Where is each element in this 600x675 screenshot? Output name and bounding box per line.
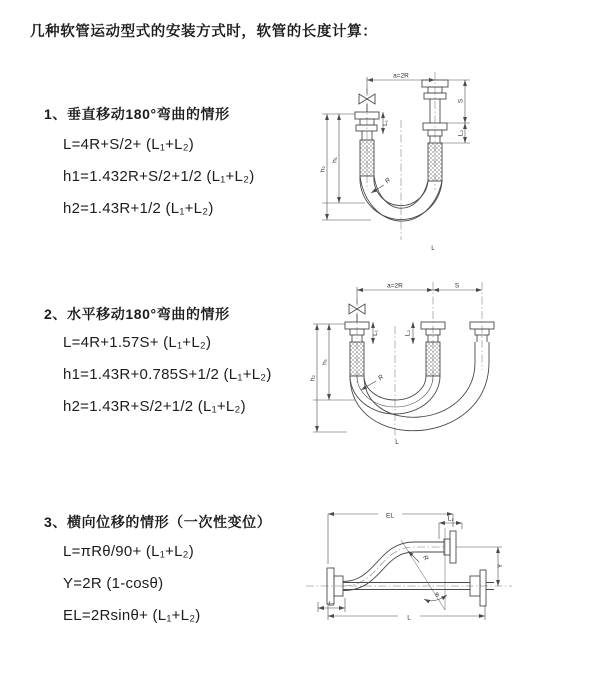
dim-label-a2r: a=2R — [393, 72, 409, 80]
dim-label-el: EL — [386, 512, 394, 520]
dim-label-s: S — [454, 282, 460, 290]
dimension-lines — [319, 77, 470, 220]
dim-label-a2r: a=2R — [387, 282, 403, 290]
dim-label-h1: h₁ — [321, 359, 329, 365]
braided-hose-sections — [350, 342, 489, 376]
formula-s3-l: L=πRθ/90+ (L₁+L₂) — [63, 543, 194, 560]
dimension-lines — [318, 514, 502, 620]
section-1-heading: 1、垂直移动180°弯曲的情形 — [44, 106, 230, 122]
formula-s2-h2: h2=1.43R+S/2+1/2 (L₁+L₂) — [63, 398, 246, 415]
hose-u-bend-arcs — [350, 362, 489, 431]
formula-s2-h1: h1=1.43R+0.785S+1/2 (L₁+L₂) — [63, 366, 272, 383]
dim-label-h1: h₁ — [331, 157, 339, 163]
dim-label-r: R — [421, 554, 430, 563]
dim-label-r: R — [376, 373, 386, 383]
diagram-horizontal-180-bend — [303, 278, 598, 463]
section-2-heading: 2、水平移动180°弯曲的情形 — [44, 306, 230, 322]
dim-label-l1: L₁ — [382, 120, 389, 126]
centerlines — [367, 72, 435, 240]
dim-label-l2: L₂ — [404, 329, 412, 337]
dim-label-theta: θ — [435, 592, 439, 599]
dim-label-l2: L₂ — [457, 129, 465, 137]
diagram-vertical-180-bend — [305, 68, 595, 263]
formula-s3-y: Y=2R (1-cosθ) — [63, 575, 164, 592]
dimension-lines — [313, 287, 482, 432]
dim-label-y: Y — [497, 563, 504, 569]
page-title: 几种软管运动型式的安装方式时，软管的长度计算： — [30, 24, 378, 40]
dim-label-l1: L₁ — [372, 330, 379, 336]
dim-label-bottom-l: L — [407, 614, 411, 622]
hose-s-curve — [343, 542, 470, 591]
dim-label-bottom-l: L — [395, 439, 399, 446]
centerlines — [357, 282, 482, 440]
dim-label-l2-bottom: L₂ — [328, 600, 335, 608]
dim-label-h2: h₂ — [319, 165, 327, 173]
formula-s1-h2: h2=1.43R+1/2 (L₁+L₂) — [63, 200, 214, 217]
dimension-labels — [328, 513, 504, 622]
pipe-flanges — [345, 322, 494, 342]
dim-label-h2: h₂ — [309, 374, 317, 382]
dim-label-s: S — [457, 98, 465, 104]
diagram-lateral-displacement — [298, 498, 598, 663]
dim-label-r: R — [383, 176, 393, 186]
pipe-flanges — [355, 80, 448, 143]
dim-label-l1-top: L₁ — [447, 515, 454, 523]
section-3-heading: 3、横向位移的情形（一次性变位） — [44, 514, 272, 530]
formula-s1-l: L=4R+S/2+ (L₁+L₂) — [63, 136, 195, 153]
dim-label-bottom-l: L — [431, 245, 435, 252]
formula-s2-l: L=4R+1.57S+ (L₁+L₂) — [63, 334, 212, 351]
formula-s1-h1: h1=1.432R+S/2+1/2 (L₁+L₂) — [63, 168, 255, 185]
formula-s3-el: EL=2Rsinθ+ (L₁+L₂) — [63, 607, 201, 624]
